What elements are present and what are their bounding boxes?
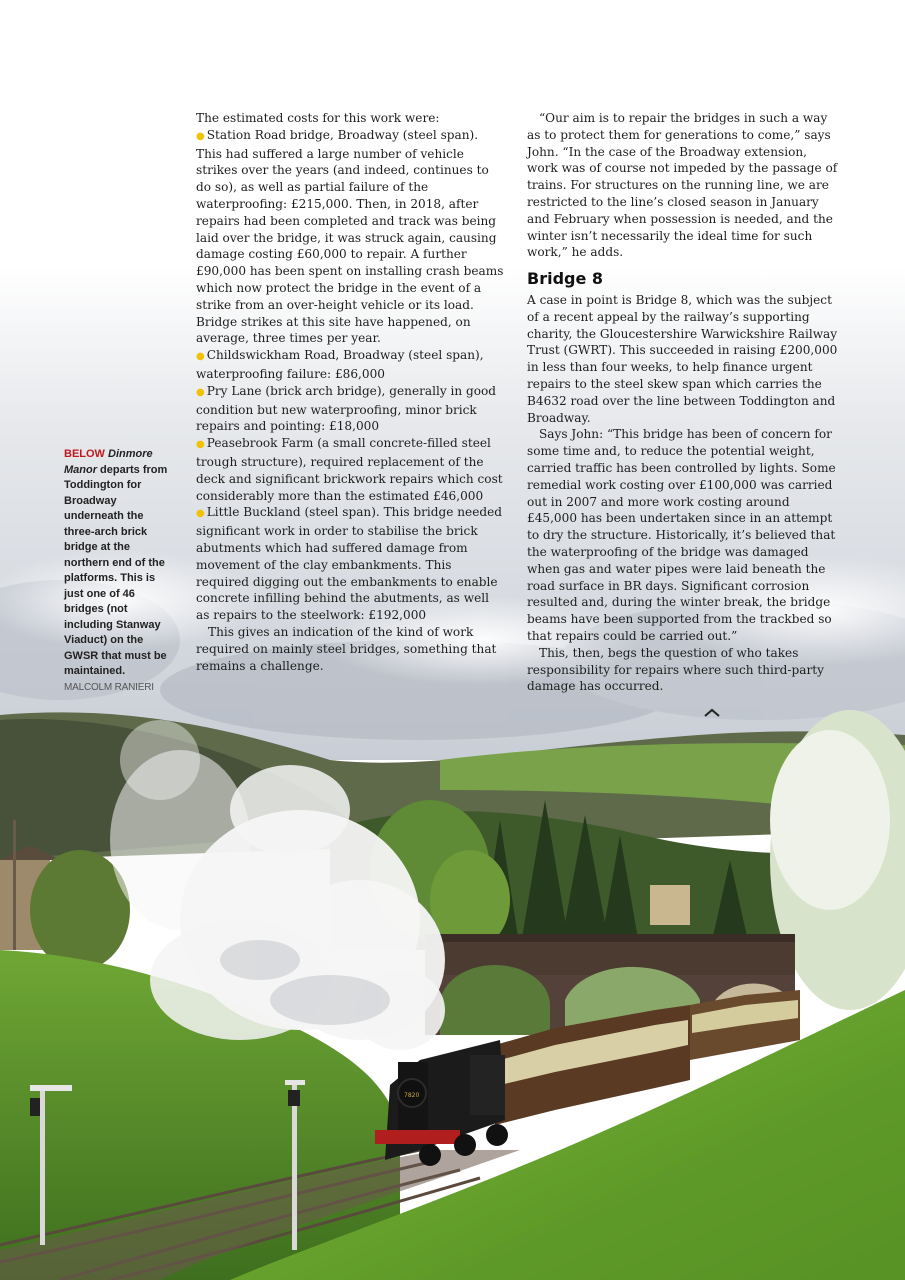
bullet-item: ● Little Buckland (steel span). This bridge needed significant work in order to stabilise the brick abutments which had suffered damage from movement of the clay embankments. This required digging out the embankments to enable concrete infilling behind the abutments, as well as repairs to the steelwork: £192,000 [196, 505, 503, 623]
bullet-dot-icon: ● [196, 439, 205, 451]
quote-paragraph: “Our aim is to repair the bridges in such a way as to protect them for generations to come,” says John. “In the case of the Broadway extension, work was of course not impeded by the passage of trains. For structures on the running line, we are restricted to the line’s closed season in January and February when possession is needed, and the winter isn’t necessarily the ideal time for such work,” he adds. [527, 111, 838, 260]
caption-title: Dinmore Manor [64, 448, 153, 476]
photo-caption [64, 447, 176, 695]
caption-lead: BELOW [64, 448, 105, 460]
body-paragraph: This, then, begs the question of who takes responsibility for repairs where such third-party damage has occurred. [527, 645, 824, 694]
section-heading: Bridge 8 [527, 269, 604, 289]
closing-paragraph: This gives an indication of the kind of work required on mainly steel bridges, something that remains a challenge. [196, 624, 497, 673]
bullet-dot-icon: ● [196, 130, 205, 142]
bullet-item: ● Peasebrook Farm (a small concrete-filled steel trough structure), required replacement of the deck and significant brickwork repairs which cost considerably more than the estimated £46,000 [196, 436, 503, 503]
bullet-item: ● Pry Lane (brick arch bridge), generally in good condition but new waterproofing, minor brick repairs and pointing: £18,000 [196, 383, 497, 434]
left-column [196, 110, 506, 674]
locomotive-number: 7820 [404, 1092, 420, 1099]
body-paragraph: A case in point is Bridge 8, which was the subject of a recent appeal by the railway’s supporting charity, the Gloucestershire Warwickshire Railway Trust (GWRT). This succeeded in raising £200,000 in less than four weeks, to help finance urgent repairs to the steel skew span which carries the B4632 road over the line between Toddington and Broadway. [527, 292, 838, 425]
cost-intro: The estimated costs for this work were: [196, 111, 440, 125]
right-column [527, 110, 841, 695]
bullet-dot-icon: ● [196, 386, 205, 398]
bullet-dot-icon: ● [196, 351, 205, 363]
caption-body: departs from Toddington for Broadway underneath the three-arch brick bridge at the northern end of the platforms. This is just one of 46 bridges (not including Stanway Viaduct) on the GWSR that must be maintained. [64, 463, 168, 677]
bullet-dot-icon: ● [196, 508, 205, 520]
caption-credit: MALCOLM RANIERI [64, 681, 154, 693]
body-paragraph: Says John: “This bridge has been of concern for some time and, to reduce the potential weight, carried traffic has been controlled by lights. Some remedial work costing over £100,000 was carried out in 2007 and more work costing around £45,000 has been undertaken since in an attempt to dry the structure. Historically, it’s believed that the waterproofing of the bridge was damaged when gas and water pipes were laid beneath the road surface in BR days. Significant corrosion resulted and, during the winter break, the bridge beams have been supported from the trackbed so that repairs could be carried out.” [527, 427, 836, 643]
bullet-item: ● Station Road bridge, Broadway (steel span). This had suffered a large number of vehicle strikes over the years (and indeed, continues to do so), as well as partial failure of the waterproofing: £215,000. Then, in 2018, after repairs had been completed and track was being laid over the bridge, it was struck again, causing damage costing £60,000 to repair. A further £90,000 has been spent on installing crash beams which now protect the bridge in the event of a strike from an over-height vehicle or its load. Bridge strikes at this site have happened, on average, three times per year. [196, 127, 504, 346]
bullet-item: ● Childswickham Road, Broadway (steel span), waterproofing failure: £86,000 [196, 348, 484, 381]
